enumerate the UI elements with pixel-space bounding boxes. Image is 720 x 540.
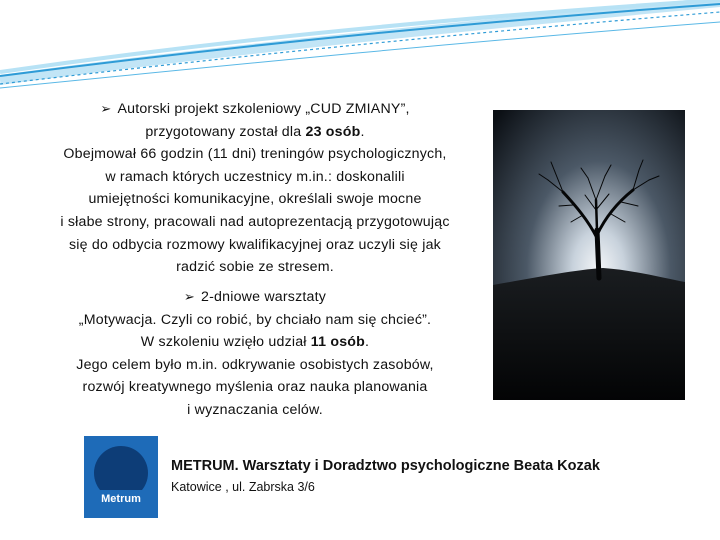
arrow-bullet-icon: ➢ <box>183 289 196 304</box>
metrum-logo <box>84 436 158 518</box>
company-name: METRUM. Warsztaty i Doradztwo psychologiczne Beata Kozak <box>171 458 600 474</box>
metrum-logo-text: Metrum <box>101 493 141 505</box>
header-swoosh-decoration <box>0 0 720 90</box>
project-motywacja-paragraph: ➢ 2-dniowe warsztaty „Motywacja. Czyli co robić, by chciało nam się chcieć”. W szkoleniu wzięło udział 11 osób. Jego celem było m.in. odkrywanie osobistych zasobów, rozwój kreatywnego myślenia oraz nauka planowania i wyznaczania celów. <box>76 289 434 418</box>
tree-sunset-photo <box>493 110 685 400</box>
company-address: Katowice , ul. Zabrska 3/6 <box>171 480 315 494</box>
project-cud-zmiany-paragraph: ➢ Autorski projekt szkoleniowy „CUD ZMIANY”, przygotowany został dla 23 osób. Obejmował 66 godzin (11 dni) treningów psychologicznych, w ramach których uczestnicy m.in.: doskonalili umiejętności komunikacyjne, określali swoje mocne i słabe strony, pracowali nad autoprezentacją przygotowując się do odbycia rozmowy kwalifikacyjnej oraz uczyli się jak radzić sobie ze stresem. <box>60 101 450 276</box>
arrow-bullet-icon: ➢ <box>100 101 112 116</box>
